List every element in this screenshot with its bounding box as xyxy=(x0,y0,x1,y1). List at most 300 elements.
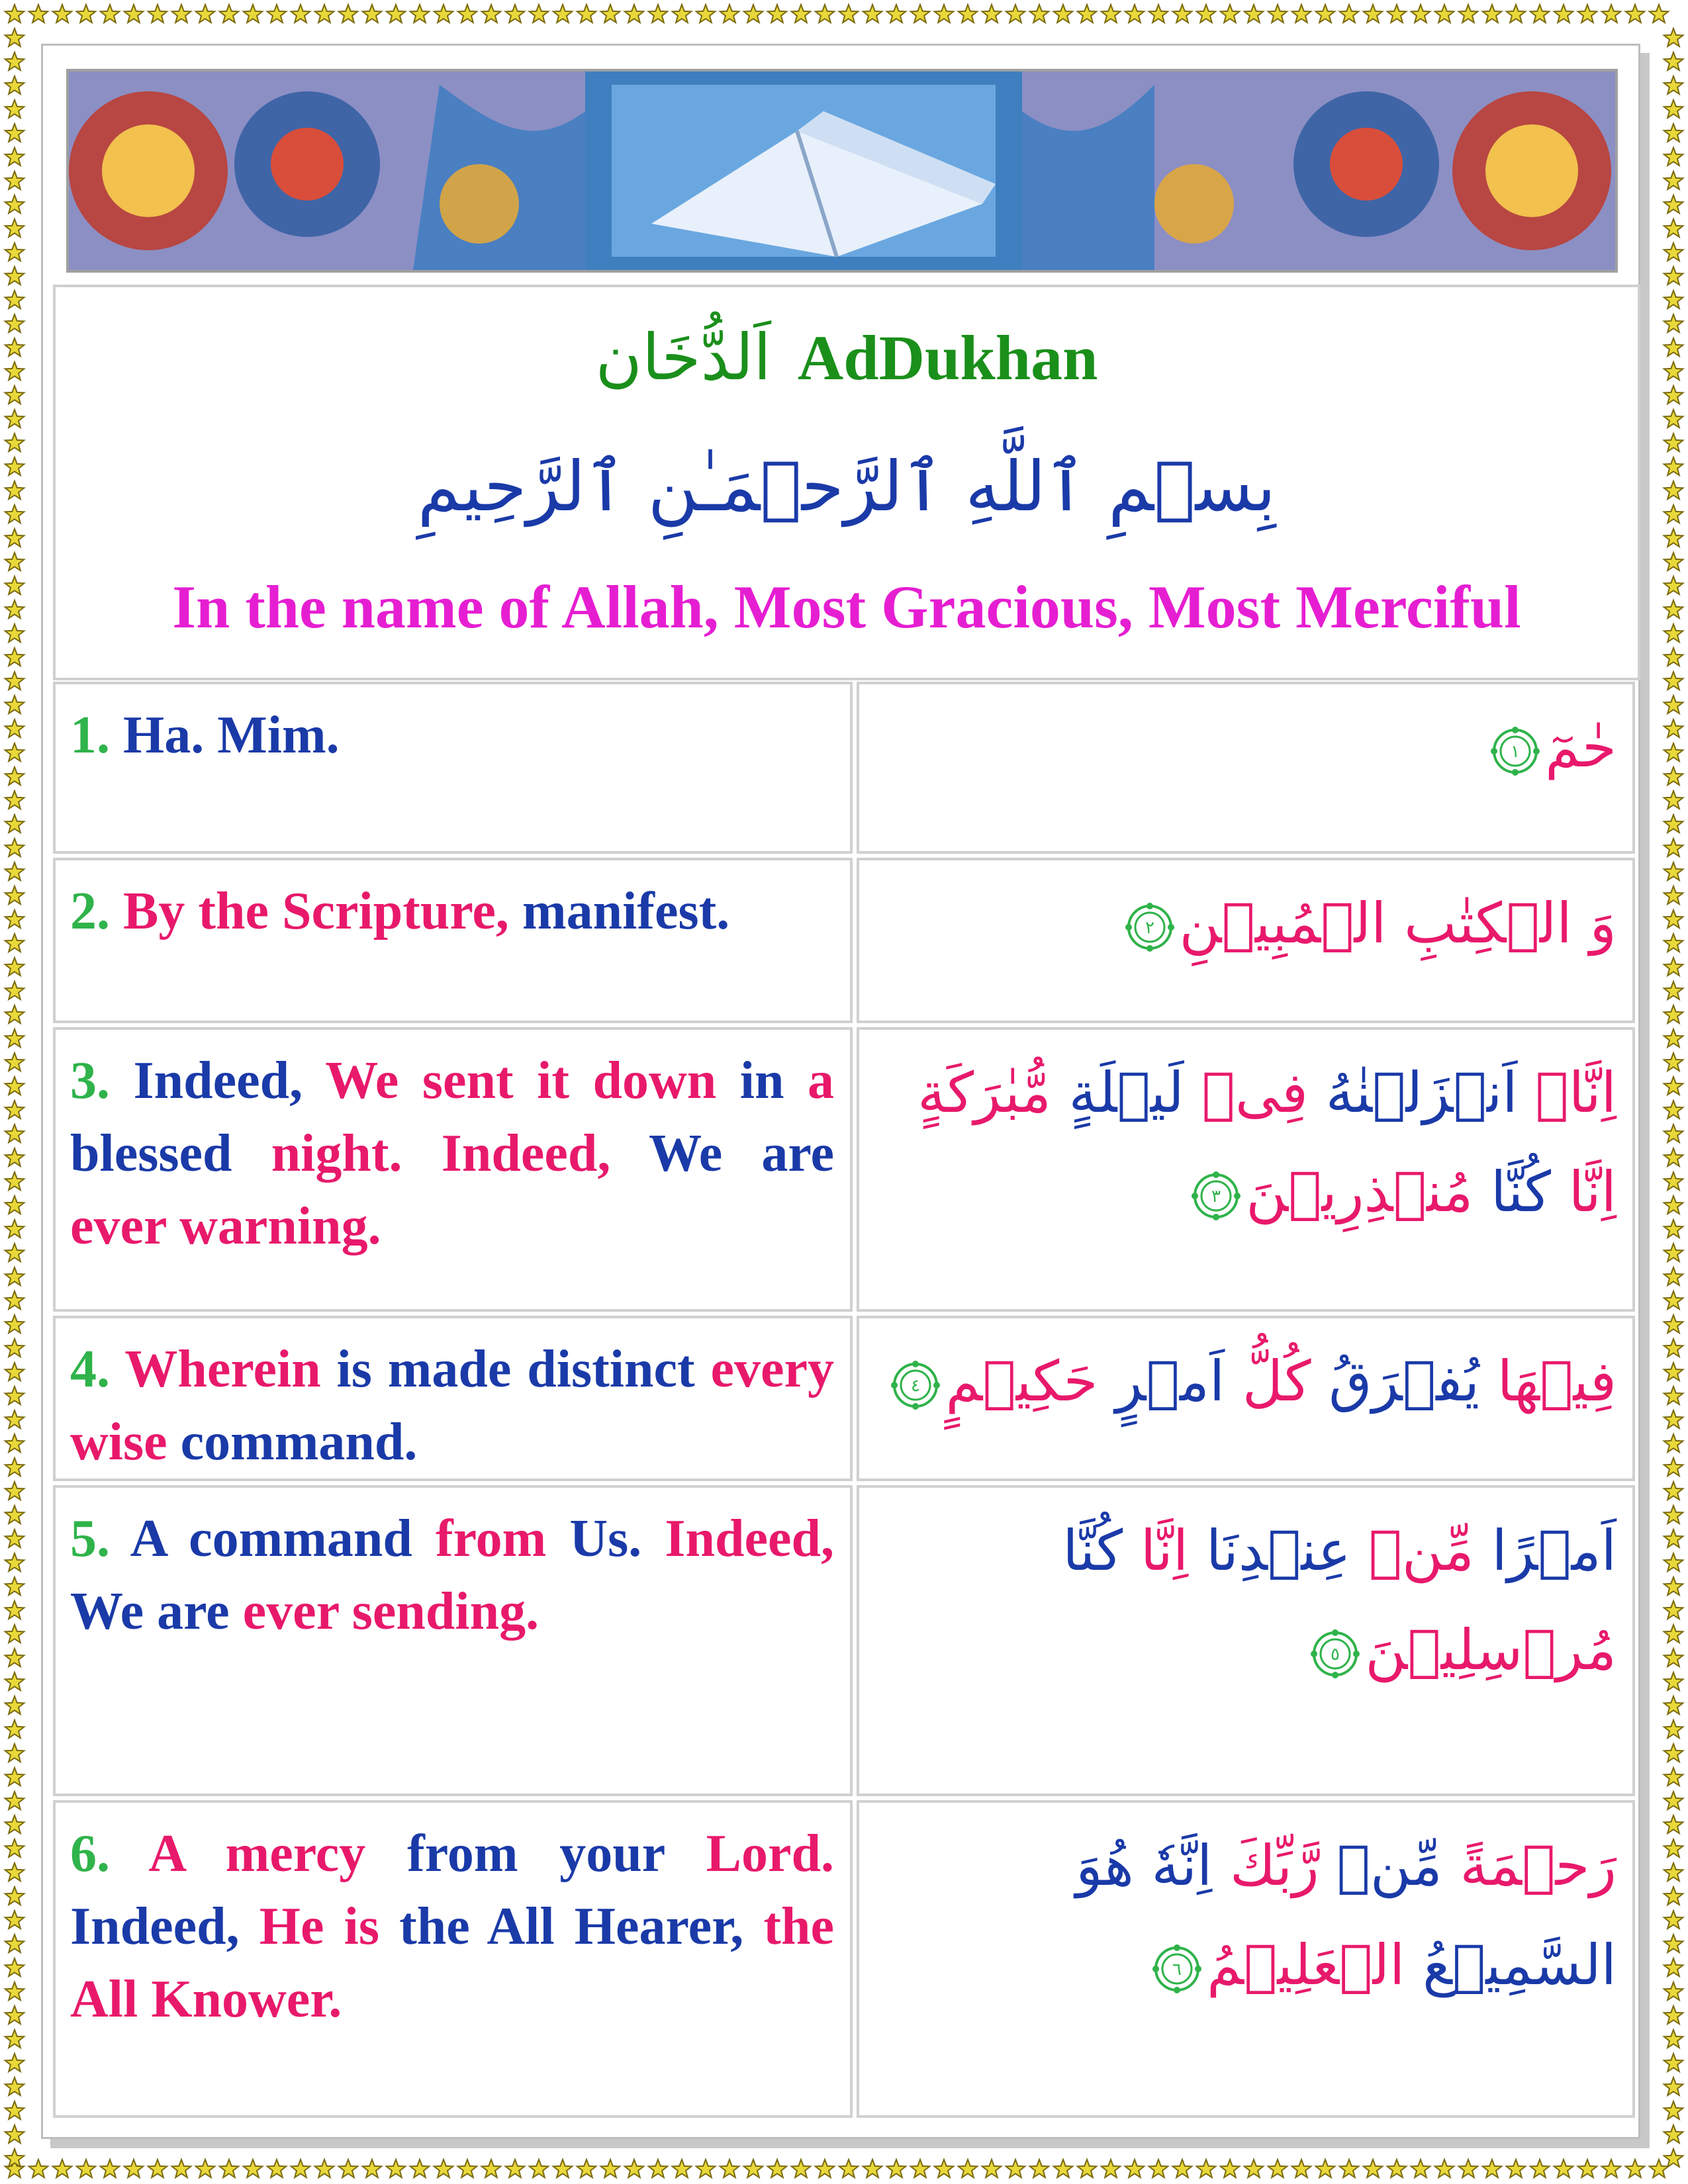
verse-row xyxy=(53,1316,1635,1481)
border-star-icon xyxy=(1149,2160,1168,2177)
border-star-icon xyxy=(1664,2125,1683,2143)
border-star-icon xyxy=(172,5,191,23)
border-star-icon xyxy=(1664,314,1683,332)
border-star-icon xyxy=(124,2160,144,2177)
border-star-icon xyxy=(1664,1672,1683,1690)
verse-english-text xyxy=(70,699,834,772)
border-star-icon xyxy=(1664,2054,1683,2071)
border-star-icon xyxy=(220,2160,239,2177)
border-star-icon xyxy=(148,5,167,23)
surah-arabic-name: اَلدُّخَان xyxy=(595,320,771,394)
verse-english-cell xyxy=(53,1485,853,1796)
border-star-icon xyxy=(5,1934,24,1952)
verse-english-cell xyxy=(53,858,853,1023)
border-star-icon xyxy=(1530,2160,1550,2177)
border-star-icon xyxy=(1664,576,1683,594)
border-star-icon xyxy=(1664,148,1683,165)
verse-english-text xyxy=(70,1333,834,1479)
left-ornament xyxy=(69,71,585,270)
border-star-icon xyxy=(5,743,24,761)
border-star-icon xyxy=(720,5,739,23)
border-star-icon xyxy=(1664,696,1683,713)
border-star-icon xyxy=(5,195,24,213)
border-star-icon xyxy=(5,148,24,165)
border-star-icon xyxy=(5,1387,24,1404)
border-star-icon xyxy=(1664,267,1683,285)
border-star-icon xyxy=(5,1124,24,1142)
border-star-icon xyxy=(1664,243,1683,261)
border-star-icon xyxy=(1664,2101,1683,2119)
border-star-icon xyxy=(792,2160,811,2177)
verse-english-segment: Indeed, xyxy=(441,1124,649,1183)
verse-number: 4. xyxy=(70,1340,125,1398)
border-star-icon xyxy=(5,1958,24,1976)
border-star-icon xyxy=(458,2160,477,2177)
border-star-icon xyxy=(5,362,24,380)
border-star-icon xyxy=(5,600,24,618)
border-star-icon xyxy=(1664,1768,1683,1786)
border-star-icon xyxy=(1411,5,1430,23)
border-star-icon xyxy=(1507,5,1526,23)
border-star-icon xyxy=(649,5,668,23)
border-star-icon xyxy=(1125,5,1145,23)
border-star-icon xyxy=(5,1863,24,1881)
verse-row xyxy=(53,682,1635,854)
bismillah-english: In the name of Allah, Most Gracious, Most Merciful xyxy=(172,573,1521,641)
border-star-icon xyxy=(696,5,716,23)
border-star-icon xyxy=(5,529,24,547)
border-star-icon xyxy=(1054,5,1073,23)
border-star-icon xyxy=(1664,1339,1683,1357)
right-ornament xyxy=(1022,71,1615,270)
border-star-icon xyxy=(1664,1649,1683,1666)
border-star-icon xyxy=(839,2160,859,2177)
verse-arabic-segment: هُوَ السَّمِيۡعُ xyxy=(1076,1833,1617,1997)
verse-english-cell xyxy=(53,682,853,854)
border-star-icon xyxy=(744,5,763,23)
border-star-icon xyxy=(1664,1482,1683,1500)
border-star-icon xyxy=(101,2160,120,2177)
border-star-icon xyxy=(5,1339,24,1357)
verse-row xyxy=(53,1485,1635,1796)
border-star-icon xyxy=(315,5,334,23)
ayah-end-marker-icon xyxy=(1125,903,1174,952)
border-star-icon xyxy=(1664,862,1683,880)
border-star-icon xyxy=(1626,5,1645,23)
border-star-icon xyxy=(5,1005,24,1023)
verse-english-segment: night. xyxy=(271,1124,442,1183)
border-star-icon xyxy=(1664,410,1683,428)
border-star-icon xyxy=(1006,5,1025,23)
border-star-icon xyxy=(506,2160,525,2177)
border-star-icon xyxy=(625,2160,644,2177)
border-star-icon xyxy=(1173,2160,1192,2177)
border-star-icon xyxy=(5,1196,24,1214)
border-star-icon xyxy=(816,5,835,23)
ayah-end-marker-icon xyxy=(1192,1171,1241,1220)
border-star-icon xyxy=(5,2054,24,2071)
verse-arabic-segment: اَمۡرٍ xyxy=(1098,1349,1225,1414)
border-star-icon xyxy=(1078,5,1097,23)
border-star-icon xyxy=(1664,1577,1683,1595)
border-star-icon xyxy=(124,5,144,23)
border-star-icon xyxy=(887,2160,906,2177)
border-star-icon xyxy=(5,2030,24,2048)
border-star-icon xyxy=(1459,5,1478,23)
border-star-icon xyxy=(5,291,24,308)
border-star-icon xyxy=(1664,291,1683,308)
border-star-icon xyxy=(1483,5,1502,23)
verse-english-segment: Indeed, xyxy=(133,1052,326,1110)
border-star-icon xyxy=(601,5,620,23)
border-star-icon xyxy=(267,5,287,23)
border-star-icon xyxy=(5,267,24,285)
verse-arabic-segment: مُرۡسِلِيۡنَ xyxy=(1365,1617,1617,1682)
border-star-icon xyxy=(1102,2160,1121,2177)
border-star-icon xyxy=(5,1982,24,2000)
border-star-icon xyxy=(1664,719,1683,737)
border-star-icon xyxy=(5,886,24,904)
verse-arabic-segment: مِّنۡ xyxy=(1319,1833,1442,1898)
verse-english-segment: A mercy xyxy=(148,1825,408,1883)
border-star-icon xyxy=(1664,1839,1683,1857)
border-star-icon xyxy=(1664,1434,1683,1452)
border-star-icon xyxy=(1664,767,1683,785)
verse-english-segment: ever sending. xyxy=(242,1582,539,1641)
verse-arabic-text xyxy=(875,1043,1617,1242)
border-star-icon xyxy=(1664,648,1683,666)
border-star-icon xyxy=(1664,1625,1683,1643)
border-star-icon xyxy=(5,981,24,999)
border-star-icon xyxy=(1054,2160,1073,2177)
border-star-icon xyxy=(1664,1172,1683,1190)
verse-arabic-segment: حَكِيۡمٍ xyxy=(945,1349,1098,1414)
border-star-icon xyxy=(5,1625,24,1643)
border-star-icon xyxy=(792,5,811,23)
border-star-icon xyxy=(5,1244,24,1261)
border-star-icon xyxy=(1435,5,1454,23)
border-star-icon xyxy=(1664,1887,1683,1905)
verse-english-cell xyxy=(53,1800,853,2118)
border-star-icon xyxy=(1340,2160,1359,2177)
border-star-icon xyxy=(1197,2160,1216,2177)
border-star-icon xyxy=(1006,2160,1025,2177)
border-star-icon xyxy=(5,648,24,666)
border-star-icon xyxy=(1664,1220,1683,1238)
verse-arabic-segment: فِيۡهَا xyxy=(1479,1349,1617,1414)
border-star-icon xyxy=(5,1696,24,1714)
border-star-icon xyxy=(1078,2160,1097,2177)
border-star-icon xyxy=(1364,2160,1383,2177)
border-star-icon xyxy=(5,1315,24,1333)
verse-arabic-cell xyxy=(857,1800,1635,2118)
verse-english-text xyxy=(70,1502,834,1648)
border-star-icon xyxy=(5,1792,24,1809)
border-star-icon xyxy=(1650,5,1669,23)
verse-arabic-segment: الۡعَلِيۡمُ xyxy=(1207,1933,1405,1997)
border-star-icon xyxy=(5,386,24,404)
border-star-icon xyxy=(768,5,787,23)
verse-english-segment: Us. xyxy=(569,1510,665,1568)
border-star-icon xyxy=(5,124,24,142)
verse-english-text xyxy=(70,1044,834,1263)
border-star-icon xyxy=(1664,1363,1683,1381)
border-star-icon xyxy=(1664,1601,1683,1619)
verse-english-text xyxy=(70,1817,834,2036)
border-star-icon xyxy=(1664,2030,1683,2048)
border-star-icon xyxy=(935,2160,954,2177)
border-star-icon xyxy=(1664,910,1683,928)
ayah-number: ٣ xyxy=(1211,1187,1221,1207)
verse-english-segment: from xyxy=(435,1510,570,1568)
border-star-icon xyxy=(29,5,48,23)
ayah-end-marker-icon xyxy=(1491,727,1540,776)
border-star-icon xyxy=(1664,505,1683,523)
verse-english-segment: He is xyxy=(259,1897,400,1956)
border-star-icon xyxy=(5,1815,24,1833)
border-star-icon xyxy=(1364,5,1383,23)
verse-english-text xyxy=(70,875,834,948)
border-star-icon xyxy=(5,1220,24,1238)
border-star-icon xyxy=(1459,2160,1478,2177)
border-star-icon xyxy=(1316,2160,1335,2177)
border-star-icon xyxy=(1664,124,1683,142)
border-star-icon xyxy=(768,2160,787,2177)
border-star-icon xyxy=(530,5,549,23)
ayah-end-marker-icon xyxy=(891,1361,940,1410)
border-star-icon xyxy=(1664,624,1683,642)
border-star-icon xyxy=(77,5,96,23)
border-star-icon xyxy=(1664,672,1683,690)
border-star-icon xyxy=(1664,1553,1683,1571)
border-star-icon xyxy=(5,1410,24,1428)
verse-arabic-text xyxy=(875,874,1617,973)
border-star-icon xyxy=(363,5,382,23)
border-star-icon xyxy=(5,171,24,189)
border-star-icon xyxy=(458,5,477,23)
header-banner-image xyxy=(66,69,1618,273)
verse-arabic-text xyxy=(875,1816,1617,2015)
border-star-icon xyxy=(1664,1029,1683,1047)
border-star-icon xyxy=(863,2160,882,2177)
verse-english-segment: Indeed, xyxy=(70,1897,259,1956)
verse-english-segment: Ha. Mim. xyxy=(123,706,340,764)
border-star-icon xyxy=(1664,1267,1683,1285)
border-star-icon xyxy=(1664,1244,1683,1261)
border-star-icon xyxy=(1664,28,1683,46)
verse-arabic-segment: لَيۡلَةٍ xyxy=(1051,1060,1184,1125)
verse-arabic-segment: حٰمٓ xyxy=(1545,715,1617,780)
border-star-icon xyxy=(1664,1863,1683,1881)
border-star-icon xyxy=(291,5,310,23)
verse-english-segment: is made distinct xyxy=(336,1340,711,1398)
border-star-icon xyxy=(1664,1291,1683,1309)
border-star-icon xyxy=(1664,791,1683,809)
border-star-icon xyxy=(1664,934,1683,952)
border-star-icon xyxy=(5,2006,24,2024)
border-star-icon xyxy=(5,1506,24,1524)
border-star-icon xyxy=(5,576,24,594)
border-star-icon xyxy=(5,410,24,428)
border-star-icon xyxy=(649,2160,668,2177)
border-star-icon xyxy=(1664,1101,1683,1118)
border-star-icon xyxy=(1664,1196,1683,1214)
verse-arabic-segment: رَّبِّكَ xyxy=(1212,1833,1319,1898)
border-star-icon xyxy=(1387,5,1407,23)
border-star-icon xyxy=(1664,386,1683,404)
verse-number: 5. xyxy=(70,1510,130,1568)
border-star-icon xyxy=(1664,1506,1683,1524)
border-star-icon xyxy=(1268,2160,1288,2177)
border-star-icon xyxy=(1664,815,1683,833)
border-star-icon xyxy=(244,2160,263,2177)
border-star-icon xyxy=(1602,2160,1621,2177)
surah-english-name: AdDukhan xyxy=(797,322,1098,393)
border-star-icon xyxy=(5,2125,24,2143)
border-star-icon xyxy=(935,5,954,23)
border-star-icon xyxy=(1292,5,1311,23)
verse-english-segment: the All Hearer, xyxy=(399,1897,764,1956)
border-star-icon xyxy=(267,2160,287,2177)
verse-english-segment: ever warning. xyxy=(70,1197,381,1255)
border-star-icon xyxy=(1664,600,1683,618)
verse-arabic-cell xyxy=(857,1027,1635,1312)
border-star-icon xyxy=(244,5,263,23)
verse-number: 3. xyxy=(70,1052,134,1110)
border-star-icon xyxy=(1664,839,1683,856)
border-star-icon xyxy=(410,2160,430,2177)
border-star-icon xyxy=(696,2160,716,2177)
border-star-icon xyxy=(5,934,24,952)
border-star-icon xyxy=(53,5,72,23)
border-star-icon xyxy=(1221,2160,1240,2177)
border-star-icon xyxy=(1268,5,1288,23)
verse-arabic-text xyxy=(875,1332,1617,1431)
border-star-icon xyxy=(1664,457,1683,475)
border-star-icon xyxy=(1664,1410,1683,1428)
verse-english-segment: Lord. xyxy=(706,1825,834,1883)
border-star-icon xyxy=(5,481,24,499)
border-star-icon xyxy=(5,791,24,809)
border-star-icon xyxy=(1030,5,1049,23)
border-star-icon xyxy=(887,5,906,23)
verse-arabic-segment: مِّنۡ xyxy=(1350,1518,1474,1583)
border-star-icon xyxy=(5,862,24,880)
border-star-icon xyxy=(5,1768,24,1786)
bismillah-arabic: بِسۡمِ ٱللَّهِ ٱلرَّحۡمَـٰنِ ٱلرَّحِيمِ xyxy=(417,446,1276,527)
border-star-icon xyxy=(1030,2160,1049,2177)
verse-arabic-segment: اِنَّا xyxy=(1123,1518,1189,1583)
border-star-icon xyxy=(1664,1792,1683,1809)
verse-english-segment: the All Knower. xyxy=(70,1897,835,2028)
border-star-icon xyxy=(5,696,24,713)
border-star-icon xyxy=(387,2160,406,2177)
border-star-icon xyxy=(1173,5,1192,23)
verse-arabic-segment: رَحۡمَةً xyxy=(1442,1833,1617,1898)
border-star-icon xyxy=(5,243,24,261)
border-star-icon xyxy=(5,505,24,523)
border-star-icon xyxy=(5,2101,24,2119)
verse-english-cell xyxy=(53,1316,853,1481)
verse-arabic-segment: يُفۡرَقُ xyxy=(1311,1349,1480,1414)
verse-english-cell xyxy=(53,1027,853,1312)
border-star-icon xyxy=(5,1077,24,1095)
border-star-icon xyxy=(172,2160,191,2177)
border-star-icon xyxy=(5,1267,24,1285)
border-star-icon xyxy=(5,1553,24,1571)
border-star-icon xyxy=(1664,76,1683,94)
verse-arabic-segment: فِىۡ xyxy=(1184,1060,1309,1125)
border-star-icon xyxy=(5,1529,24,1547)
verse-number: 6. xyxy=(70,1825,149,1883)
border-star-icon xyxy=(1664,553,1683,570)
border-star-icon xyxy=(5,1911,24,1929)
border-star-icon xyxy=(1664,743,1683,761)
border-star-icon xyxy=(482,5,501,23)
border-star-icon xyxy=(816,2160,835,2177)
border-star-icon xyxy=(673,2160,692,2177)
border-star-icon xyxy=(5,28,24,46)
border-star-icon xyxy=(5,1887,24,1905)
border-star-icon xyxy=(1244,2160,1264,2177)
verse-english-segment: manifest. xyxy=(508,882,730,940)
verse-arabic-text xyxy=(875,698,1617,797)
border-star-icon xyxy=(5,815,24,833)
verse-english-segment: blessed xyxy=(70,1124,271,1183)
verse-english-segment: We are xyxy=(70,1582,243,1641)
border-star-icon xyxy=(5,1720,24,1738)
border-star-icon xyxy=(1125,2160,1145,2177)
verse-english-segment: in xyxy=(739,1052,808,1110)
border-star-icon xyxy=(1664,2149,1683,2167)
ayah-number: ٤ xyxy=(911,1376,921,1396)
border-star-icon xyxy=(410,5,430,23)
border-star-icon xyxy=(1664,1911,1683,1929)
border-star-icon xyxy=(5,1291,24,1309)
border-star-icon xyxy=(482,2160,501,2177)
border-star-icon xyxy=(434,2160,453,2177)
ayah-number: ١ xyxy=(1511,742,1521,762)
verse-number: 1. xyxy=(70,706,123,764)
border-star-icon xyxy=(1664,1958,1683,1976)
verse-arabic-segment: كُنَّا xyxy=(1062,1518,1123,1583)
border-star-icon xyxy=(1578,2160,1597,2177)
verse-arabic-segment: اَمۡرًا xyxy=(1474,1518,1617,1583)
border-star-icon xyxy=(5,1601,24,1619)
verse-row xyxy=(53,858,1635,1023)
border-star-icon xyxy=(5,219,24,237)
border-star-icon xyxy=(553,2160,573,2177)
border-star-icon xyxy=(1554,2160,1573,2177)
border-star-icon xyxy=(1578,5,1597,23)
border-star-icon xyxy=(315,2160,334,2177)
verse-arabic-cell xyxy=(857,1316,1635,1481)
verse-english-segment: A command xyxy=(130,1510,436,1568)
border-star-icon xyxy=(577,5,596,23)
border-star-icon xyxy=(1664,1720,1683,1738)
border-star-icon xyxy=(506,5,525,23)
border-star-icon xyxy=(720,2160,739,2177)
border-star-icon xyxy=(1602,5,1621,23)
border-star-icon xyxy=(5,52,24,70)
border-star-icon xyxy=(1340,5,1359,23)
border-star-icon xyxy=(29,2160,48,2177)
border-star-icon xyxy=(673,5,692,23)
border-star-icon xyxy=(5,1029,24,1047)
border-star-icon xyxy=(1664,100,1683,118)
border-star-icon xyxy=(1435,2160,1454,2177)
border-star-icon xyxy=(1664,2077,1683,2095)
